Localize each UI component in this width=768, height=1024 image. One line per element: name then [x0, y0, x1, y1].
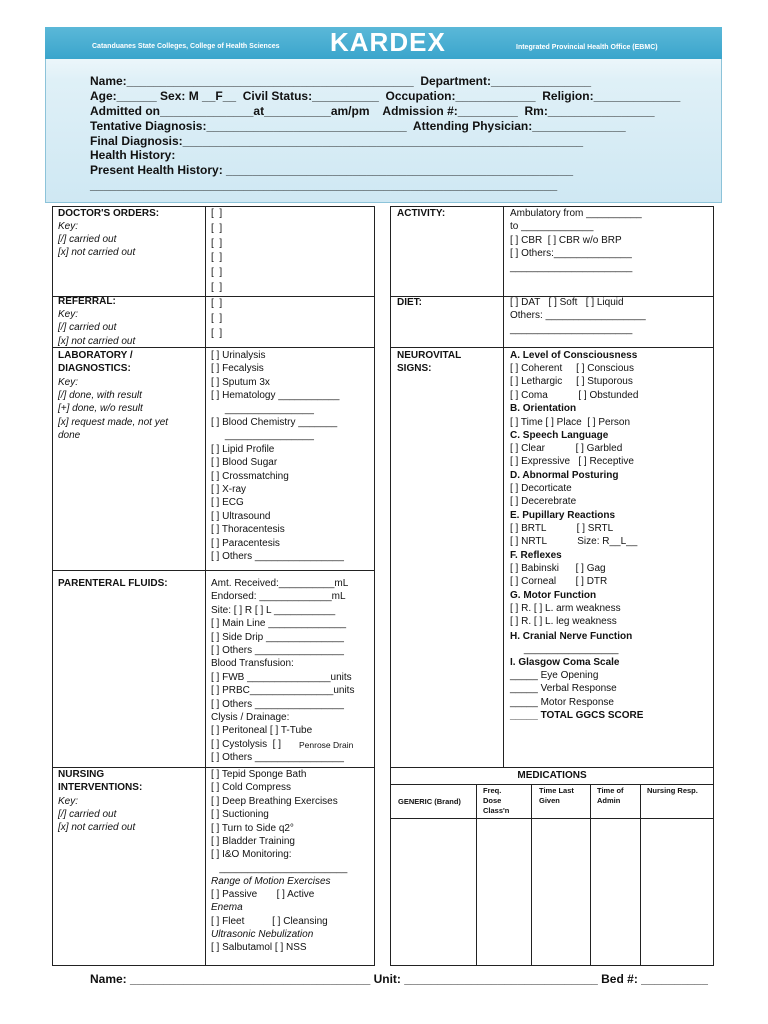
abnormal-posturing-items[interactable]: [ ] Decorticate [ ] Decerebrate: [510, 483, 577, 508]
nebulization-label: Ultrasonic Nebulization: [211, 929, 314, 940]
speech-language-items[interactable]: [ ] Clear [ ] Garbled [ ] Expressive [ ] Receptive: [510, 443, 634, 468]
nebulization-items[interactable]: [ ] Salbutamol [ ] NSS: [211, 942, 307, 953]
right-table-divider: [503, 206, 504, 767]
motor-function-heading: G. Motor Function: [510, 590, 597, 601]
med-col-time-last-given: Time Last Given: [539, 786, 574, 805]
med-col-time-of-admin: Time of Admin: [597, 786, 624, 805]
referral-checkboxes[interactable]: [ ] [ ] [ ]: [211, 298, 223, 339]
right-row-divider: [390, 767, 714, 768]
left-table-divider: [205, 206, 206, 966]
med-col-freq-dose: Freq. Dose Class'n: [483, 786, 510, 815]
reflexes-heading: F. Reflexes: [510, 550, 562, 561]
nursing-key: Key:: [58, 796, 79, 807]
neurovital-title: NEUROVITAL SIGNS:: [397, 350, 462, 375]
orientation-items[interactable]: [ ] Time [ ] Place [ ] Person: [510, 417, 631, 428]
activity-items[interactable]: Ambulatory from __________ to _____________ [ ] CBR [ ] CBR w/o BRP [ ] Others:______________ ______________________: [510, 208, 642, 273]
parenteral-fluids-title: PARENTERAL FLUIDS:: [58, 578, 168, 589]
present-health-history-line: Present Health History: ____________________________________________________: [90, 163, 574, 177]
enema-label: Enema: [211, 902, 243, 913]
laboratory-items[interactable]: [ ] Urinalysis [ ] Fecalysis [ ] Sputum 3x [ ] Hematology ___________ ________________ [ ] Blood Chemistry _______ ________________ [ ] Lipid Profile [ ] Blood Sugar [ ] Crossmatching [ ] X-ray [ ] ECG [ ] Ultrasound [ ] Thoracentesis [ ] Paracentesis [ ] Others ________________: [211, 350, 344, 563]
referral-key-not-carried: [x] not carried out: [58, 336, 136, 347]
level-of-consciousness-heading: A. Level of Consciousness: [510, 350, 638, 361]
health-history-line: Health History:: [90, 148, 176, 162]
nursing-key-not-carried: [x] not carried out: [58, 822, 136, 833]
reflexes-items[interactable]: [ ] Babinski [ ] Gag [ ] Corneal [ ] DTR: [510, 563, 608, 588]
nursing-interventions-title: NURSING INTERVENTIONS:: [58, 769, 143, 794]
referral-key: Key:: [58, 309, 79, 320]
speech-language-heading: C. Speech Language: [510, 430, 609, 441]
patient-name-line: Name:___________________________________________ Department:_______________: [90, 74, 592, 88]
doctors-orders-key: Key:: [58, 221, 79, 232]
med-col-nursing-resp: Nursing Resp.: [647, 786, 698, 795]
laboratory-key-items: [/] done, with result [+] done, w/o result [x] request made, not yet done: [58, 390, 169, 442]
penrose-drain-label: Penrose Drain: [299, 740, 354, 750]
medications-header-divider: [390, 784, 714, 785]
total-gcs-score[interactable]: _____ TOTAL GGCS SCORE: [510, 710, 644, 721]
doctors-orders-key-not-carried: [x] not carried out: [58, 247, 136, 258]
final-diagnosis-line: Final Diagnosis:____________________________________________________________: [90, 134, 584, 148]
activity-title: ACTIVITY:: [397, 208, 446, 219]
enema-items[interactable]: [ ] Fleet [ ] Cleansing: [211, 916, 328, 927]
pupillary-reactions-heading: E. Pupillary Reactions: [510, 510, 616, 521]
medications-title: MEDICATIONS: [517, 770, 587, 781]
glasgow-coma-scale-heading: I. Glasgow Coma Scale: [510, 657, 620, 668]
doctors-orders-checkboxes[interactable]: [ ] [ ] [ ] [ ] [ ] [ ]: [211, 208, 223, 293]
level-of-consciousness-items[interactable]: [ ] Coherent [ ] Conscious [ ] Lethargic [ ] Stuporous [ ] Coma [ ] Obstunded: [510, 363, 639, 401]
tentative-diagnosis-line: Tentative Diagnosis:______________________________ Attending Physician:______________: [90, 119, 626, 133]
diet-title: DIET:: [397, 297, 422, 308]
diet-items[interactable]: [ ] DAT [ ] Soft [ ] Liquid Others: __________________ ______________________: [510, 297, 646, 335]
pupillary-reactions-items[interactable]: [ ] BRTL [ ] SRTL [ ] NRTL Size: R__L__: [510, 523, 638, 548]
admission-line: Admitted on______________at__________am/pm Admission #:_________ Rm:________________: [90, 104, 655, 118]
left-row-divider: [52, 570, 375, 571]
footer-name-unit-bed: Name: ____________________________________ Unit: _____________________________ Bed #: __________: [90, 972, 708, 986]
referral-title: REFERRAL:: [58, 296, 116, 307]
medications-col-divider: [531, 784, 532, 966]
motor-function-items[interactable]: [ ] R. [ ] L. arm weakness [ ] R. [ ] L. leg weakness: [510, 603, 621, 628]
medications-columns-divider: [390, 818, 714, 819]
medications-col-divider: [476, 784, 477, 966]
medications-col-divider: [590, 784, 591, 966]
doctors-orders-title: DOCTOR'S ORDERS:: [58, 208, 160, 219]
nursing-intervention-items[interactable]: [ ] Tepid Sponge Bath [ ] Cold Compress [ ] Deep Breathing Exercises [ ] Suctioning [ ] Turn to Side q2° [ ] Bladder Training [ ] I&O Monitoring: _______________________: [211, 769, 348, 874]
doctors-orders-key-carried: [/] carried out: [58, 234, 117, 245]
rom-exercises-label: Range of Motion Exercises: [211, 876, 331, 887]
cranial-nerve-heading: H. Cranial Nerve Function: [510, 631, 633, 642]
rom-exercises-items[interactable]: [ ] Passive [ ] Active: [211, 889, 315, 900]
school-name: Catanduanes State Colleges, College of Health Sciences: [92, 43, 280, 50]
parenteral-fluids-items[interactable]: Amt. Received:__________mL Endorsed: _____________mL Site: [ ] R [ ] L ___________ [ ] Main Line ______________ [ ] Side Drip ______________ [ ] Others ________________ Blood Transfusion: [ ] FWB _______________units [ ] PRBC_______________units [ ] Others ________________ Clysis / Drainage: [ ] Peritoneal [ ] T-Tube [ ] Cystolysis [ ] [ ] Others ________________: [211, 578, 355, 764]
glasgow-coma-scale-items[interactable]: _____ Eye Opening _____ Verbal Response _____ Motor Response: [510, 670, 617, 708]
abnormal-posturing-heading: D. Abnormal Posturing: [510, 470, 619, 481]
referral-key-carried: [/] carried out: [58, 322, 117, 333]
patient-demographics-line: Age:______ Sex: M __F__ Civil Status:__________ Occupation:____________ Religion:_____________: [90, 89, 681, 103]
cranial-nerve-line[interactable]: _________________: [510, 644, 619, 655]
present-health-history-continuation: ______________________________________________________________________: [90, 178, 558, 192]
orientation-heading: B. Orientation: [510, 403, 577, 414]
right-row-divider: [390, 347, 714, 348]
laboratory-key: Key:: [58, 377, 79, 388]
office-name: Integrated Provincial Health Office (EBMC): [516, 44, 658, 51]
page-title: KARDEX: [330, 27, 446, 57]
laboratory-title: LABORATORY / DIAGNOSTICS:: [58, 350, 133, 375]
medications-col-divider: [640, 784, 641, 966]
med-col-generic: GENERIC (Brand): [398, 797, 461, 806]
nursing-key-carried: [/] carried out: [58, 809, 117, 820]
